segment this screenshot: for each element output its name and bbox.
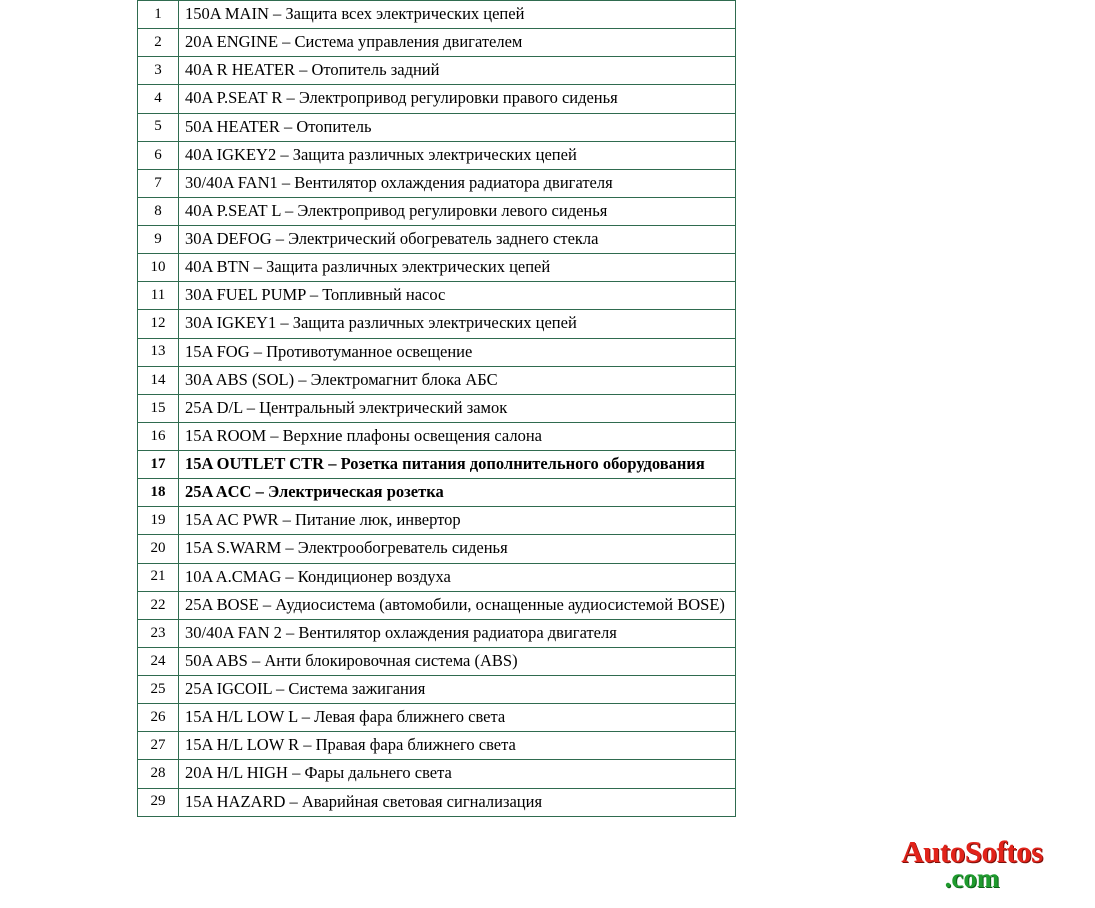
fuse-number-cell: 19 [138, 507, 179, 535]
fuse-description-cell: 15A OUTLET CTR – Розетка питания дополнительного оборудования [179, 451, 736, 479]
table-row [138, 563, 736, 591]
fuse-description-cell: 15A AC PWR – Питание люк, инвертор [179, 507, 736, 535]
table-row [138, 788, 736, 816]
fuse-legend-table [137, 0, 736, 817]
fuse-number-cell: 6 [138, 141, 179, 169]
fuse-description-cell: 30A ABS (SOL) – Электромагнит блока АБС [179, 366, 736, 394]
fuse-number-cell: 24 [138, 647, 179, 675]
fuse-description-cell: 40A P.SEAT L – Электропривод регулировки левого сиденья [179, 197, 736, 225]
watermark [867, 836, 1077, 892]
fuse-description-cell: 30A DEFOG – Электрический обогреватель заднего стекла [179, 226, 736, 254]
watermark-main-text: AutoSoftos [901, 834, 1043, 869]
fuse-description-cell: 15A FOG – Противотуманное освещение [179, 338, 736, 366]
table-row [138, 169, 736, 197]
table-row [138, 57, 736, 85]
table-row [138, 338, 736, 366]
table-row [138, 704, 736, 732]
fuse-description-cell: 25A ACC – Электрическая розетка [179, 479, 736, 507]
fuse-number-cell: 21 [138, 563, 179, 591]
fuse-number-cell: 1 [138, 1, 179, 29]
table-row [138, 676, 736, 704]
fuse-number-cell: 2 [138, 29, 179, 57]
fuse-number-cell: 23 [138, 619, 179, 647]
fuse-number-cell: 22 [138, 591, 179, 619]
fuse-number-cell: 3 [138, 57, 179, 85]
table-row [138, 29, 736, 57]
table-row [138, 535, 736, 563]
table-row [138, 254, 736, 282]
fuse-description-cell: 150A MAIN – Защита всех электрических цепей [179, 1, 736, 29]
fuse-description-cell: 40A BTN – Защита различных электрических цепей [179, 254, 736, 282]
fuse-number-cell: 12 [138, 310, 179, 338]
fuse-description-cell: 10A A.CMAG – Кондиционер воздуха [179, 563, 736, 591]
fuse-description-cell: 15A HAZARD – Аварийная световая сигнализация [179, 788, 736, 816]
fuse-number-cell: 20 [138, 535, 179, 563]
fuse-description-cell: 25A IGCOIL – Система зажигания [179, 676, 736, 704]
fuse-description-cell: 30/40A FAN1 – Вентилятор охлаждения радиатора двигателя [179, 169, 736, 197]
table-row [138, 197, 736, 225]
fuse-description-cell: 30A IGKEY1 – Защита различных электрических цепей [179, 310, 736, 338]
fuse-description-cell: 30/40A FAN 2 – Вентилятор охлаждения радиатора двигателя [179, 619, 736, 647]
table-row [138, 647, 736, 675]
table-row [138, 619, 736, 647]
fuse-description-cell: 50A HEATER – Отопитель [179, 113, 736, 141]
table-row [138, 1, 736, 29]
fuse-number-cell: 17 [138, 451, 179, 479]
fuse-number-cell: 11 [138, 282, 179, 310]
fuse-number-cell: 14 [138, 366, 179, 394]
table-row [138, 394, 736, 422]
fuse-number-cell: 28 [138, 760, 179, 788]
table-row [138, 479, 736, 507]
fuse-number-cell: 5 [138, 113, 179, 141]
fuse-number-cell: 9 [138, 226, 179, 254]
fuse-number-cell: 16 [138, 422, 179, 450]
fuse-description-cell: 25A D/L – Центральный электрический замок [179, 394, 736, 422]
fuse-number-cell: 29 [138, 788, 179, 816]
fuse-description-cell: 15A H/L LOW R – Правая фара ближнего света [179, 732, 736, 760]
fuse-description-cell: 50A ABS – Анти блокировочная система (ABS) [179, 647, 736, 675]
fuse-number-cell: 15 [138, 394, 179, 422]
fuse-number-cell: 25 [138, 676, 179, 704]
fuse-description-cell: 25A BOSE – Аудиосистема (автомобили, оснащенные аудиосистемой BOSE) [179, 591, 736, 619]
fuse-number-cell: 7 [138, 169, 179, 197]
fuse-number-cell: 18 [138, 479, 179, 507]
fuse-description-cell: 20A H/L HIGH – Фары дальнего света [179, 760, 736, 788]
fuse-description-cell: 20A ENGINE – Система управления двигателем [179, 29, 736, 57]
fuse-number-cell: 13 [138, 338, 179, 366]
fuse-description-cell: 15A H/L LOW L – Левая фара ближнего света [179, 704, 736, 732]
fuse-number-cell: 10 [138, 254, 179, 282]
fuse-description-cell: 40A P.SEAT R – Электропривод регулировки правого сиденья [179, 85, 736, 113]
table-row [138, 732, 736, 760]
table-row [138, 366, 736, 394]
table-row [138, 591, 736, 619]
fuse-description-cell: 40A R HEATER – Отопитель задний [179, 57, 736, 85]
fuse-number-cell: 27 [138, 732, 179, 760]
fuse-legend-table-body [138, 1, 736, 817]
table-row [138, 451, 736, 479]
table-row [138, 422, 736, 450]
watermark-sub-text: .com [944, 863, 1000, 893]
table-row [138, 141, 736, 169]
fuse-description-cell: 30A FUEL PUMP – Топливный насос [179, 282, 736, 310]
fuse-number-cell: 26 [138, 704, 179, 732]
fuse-description-cell: 15A S.WARM – Электрообогреватель сиденья [179, 535, 736, 563]
table-row [138, 282, 736, 310]
fuse-description-cell: 15A ROOM – Верхние плафоны освещения салона [179, 422, 736, 450]
table-row [138, 507, 736, 535]
table-row [138, 85, 736, 113]
fuse-description-cell: 40A IGKEY2 – Защита различных электрических цепей [179, 141, 736, 169]
table-row [138, 760, 736, 788]
table-row [138, 310, 736, 338]
fuse-number-cell: 4 [138, 85, 179, 113]
fuse-number-cell: 8 [138, 197, 179, 225]
table-row [138, 113, 736, 141]
table-row [138, 226, 736, 254]
